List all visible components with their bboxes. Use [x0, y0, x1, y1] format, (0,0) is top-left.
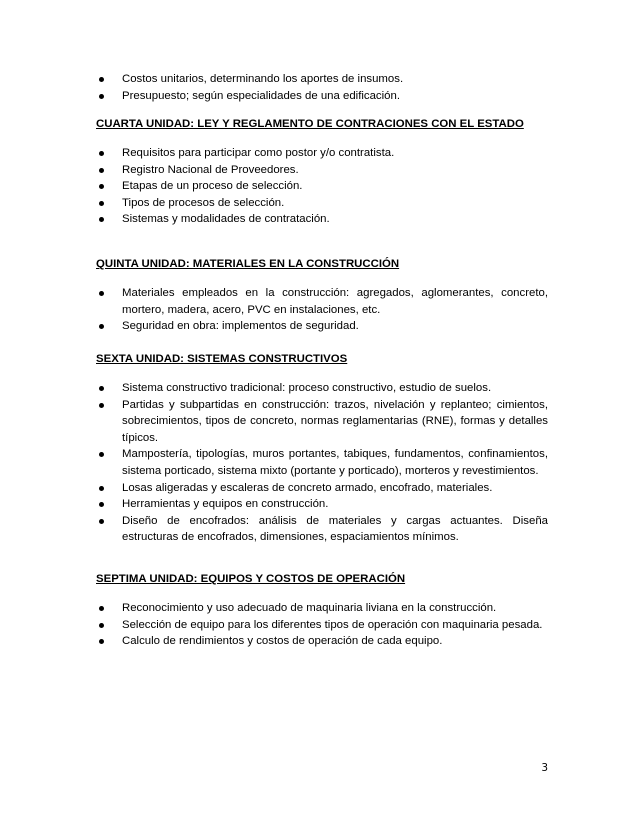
list-item-text: Partidas y subpartidas en construcción: trazos, nivelación y replanteo; cimientos, sobrecimientos, tipos de concreto, normas reglamentarias (RNE), formas y detalles típicos. — [122, 398, 548, 444]
section-quinta-unidad — [96, 257, 548, 335]
section-heading: SEPTIMA UNIDAD: EQUIPOS Y COSTOS DE OPERACIÓN — [96, 573, 406, 585]
section-septima-unidad — [96, 572, 548, 650]
list-item-text: Mampostería, tipologías, muros portantes, tabiques, fundamentos, confinamientos, sistema porticado, sistema mixto (portante y porticado), morteros y revestimientos. — [122, 448, 548, 477]
bullet-icon — [99, 168, 104, 173]
list-item — [96, 496, 548, 513]
list-item — [96, 380, 548, 397]
bullet-icon — [99, 486, 104, 491]
bullet-list — [96, 380, 548, 546]
list-item — [96, 397, 548, 447]
list-item-text: Reconocimiento y uso adecuado de maquinaria liviana en la construcción. — [122, 602, 497, 614]
section-sexta-unidad — [96, 352, 548, 546]
bullet-icon — [99, 452, 104, 457]
bullet-icon — [99, 519, 104, 524]
list-item-text: Calculo de rendimientos y costos de operación de cada equipo. — [122, 635, 443, 648]
list-item — [96, 633, 548, 650]
list-item-text: Etapas de un proceso de selección. — [122, 180, 303, 193]
list-item — [96, 88, 548, 105]
section-continuation — [96, 71, 548, 104]
list-item-text: Sistemas y modalidades de contratación. — [122, 213, 330, 226]
bullet-icon — [99, 77, 104, 82]
list-item — [96, 145, 548, 162]
list-item — [96, 318, 548, 335]
bullet-icon — [99, 403, 104, 408]
list-item-text: Tipos de procesos de selección. — [122, 196, 285, 209]
bullet-list — [96, 600, 548, 650]
bullet-icon — [99, 151, 104, 156]
list-item — [96, 446, 548, 479]
list-item — [96, 285, 548, 318]
bullet-list — [96, 71, 548, 104]
list-item — [96, 195, 548, 212]
list-item-text: Seguridad en obra: implementos de seguridad. — [122, 320, 359, 333]
list-item-text: Herramientas y equipos en construcción. — [122, 498, 329, 511]
list-item-text: Diseño de encofrados: análisis de materiales y cargas actuantes. Diseña estructuras de encofrados, dimensiones, espaciamientos mínimos. — [122, 514, 548, 544]
list-item-text: Sistema constructivo tradicional: proceso constructivo, estudio de suelos. — [122, 382, 492, 394]
list-item-text: Selección de equipo para los diferentes tipos de operación con maquinaria pesada. — [122, 618, 543, 631]
list-item-text: Materiales empleados en la construcción: agregados, aglomerantes, concreto, mortero, madera, acero, PVC en instalaciones, etc. — [122, 287, 548, 316]
section-heading: CUARTA UNIDAD: LEY Y REGLAMENTO DE CONTRACIONES CON EL ESTADO — [96, 118, 524, 130]
list-item — [96, 71, 548, 88]
bullet-icon — [99, 184, 104, 189]
list-item-text: Presupuesto; según especialidades de una edificación. — [122, 89, 400, 102]
list-item-text: Costos unitarios, determinando los aportes de insumos. — [122, 73, 404, 85]
list-item-text: Losas aligeradas y escaleras de concreto armado, encofrado, materiales. — [122, 481, 493, 494]
section-heading: QUINTA UNIDAD: MATERIALES EN LA CONSTRUCCIÓN — [96, 258, 400, 270]
list-item — [96, 513, 548, 546]
list-item — [96, 178, 548, 195]
list-item — [96, 600, 548, 617]
bullet-icon — [99, 201, 104, 206]
bullet-icon — [99, 291, 104, 296]
section-cuarta-unidad — [96, 117, 548, 228]
bullet-icon — [99, 217, 104, 222]
list-item-text: Requisitos para participar como postor y/o contratista. — [122, 147, 395, 159]
list-item — [96, 211, 548, 228]
list-item — [96, 617, 548, 634]
list-item — [96, 162, 548, 179]
list-item-text: Registro Nacional de Proveedores. — [122, 163, 299, 176]
page-number: 3 — [541, 762, 548, 774]
bullet-icon — [99, 639, 104, 644]
bullet-icon — [99, 606, 104, 611]
list-item — [96, 480, 548, 497]
bullet-list — [96, 145, 548, 228]
bullet-icon — [99, 94, 104, 99]
bullet-icon — [99, 623, 104, 628]
bullet-icon — [99, 386, 104, 391]
bullet-list — [96, 285, 548, 335]
bullet-icon — [99, 324, 104, 329]
bullet-icon — [99, 502, 104, 507]
section-heading: SEXTA UNIDAD: SISTEMAS CONSTRUCTIVOS — [96, 353, 348, 365]
